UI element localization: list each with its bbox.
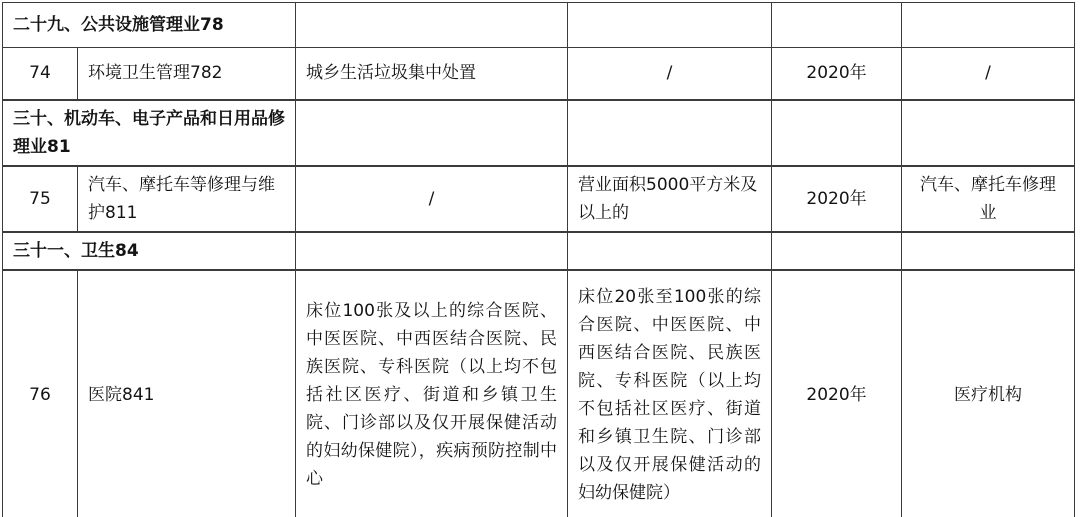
criteria-cell-2: / xyxy=(568,48,772,100)
table-row xyxy=(3,270,1075,517)
criteria-cell-2: 营业面积5000平方米及以上的 xyxy=(568,166,772,232)
category-cell: 汽车、摩托车等修理与维护811 xyxy=(78,166,296,232)
empty-cell xyxy=(296,100,568,166)
section-header-row xyxy=(3,3,1075,48)
section-header-label: 三十一、卫生84 xyxy=(3,232,296,270)
empty-cell xyxy=(568,100,772,166)
scope-cell: 汽车、摩托车修理业 xyxy=(902,166,1075,232)
criteria-cell-2: 床位20张至100张的综合医院、中医医院、中西医结合医院、民族医院、专科医院（以上均不包括社区医疗、街道和乡镇卫生院、门诊部以及仅开展保健活动的妇幼保健院） xyxy=(568,270,772,517)
classification-table xyxy=(2,2,1075,517)
empty-cell xyxy=(902,232,1075,270)
criteria-cell-1: / xyxy=(296,166,568,232)
year-cell: 2020年 xyxy=(772,166,902,232)
table-row xyxy=(3,166,1075,232)
row-number-cell: 74 xyxy=(3,48,78,100)
empty-cell xyxy=(296,232,568,270)
empty-cell xyxy=(902,100,1075,166)
year-cell: 2020年 xyxy=(772,48,902,100)
section-header-row xyxy=(3,232,1075,270)
criteria-cell-1: 城乡生活垃圾集中处置 xyxy=(296,48,568,100)
empty-cell xyxy=(296,3,568,48)
empty-cell xyxy=(568,3,772,48)
category-cell: 环境卫生管理782 xyxy=(78,48,296,100)
empty-cell xyxy=(772,3,902,48)
section-header-label: 二十九、公共设施管理业78 xyxy=(3,3,296,48)
year-cell: 2020年 xyxy=(772,270,902,517)
empty-cell xyxy=(568,232,772,270)
empty-cell xyxy=(772,100,902,166)
scope-cell: 医疗机构 xyxy=(902,270,1075,517)
row-number-cell: 76 xyxy=(3,270,78,517)
empty-cell xyxy=(772,232,902,270)
category-cell: 医院841 xyxy=(78,270,296,517)
scope-cell: / xyxy=(902,48,1075,100)
empty-cell xyxy=(902,3,1075,48)
row-number-cell: 75 xyxy=(3,166,78,232)
section-header-label: 三十、机动车、电子产品和日用品修理业81 xyxy=(3,100,296,166)
criteria-cell-1: 床位100张及以上的综合医院、中医医院、中西医结合医院、民族医院、专科医院（以上均不包括社区医疗、街道和乡镇卫生院、门诊部以及仅开展保健活动的妇幼保健院），疾病预防控制中心 xyxy=(296,270,568,517)
table-row xyxy=(3,48,1075,100)
section-header-row xyxy=(3,100,1075,166)
